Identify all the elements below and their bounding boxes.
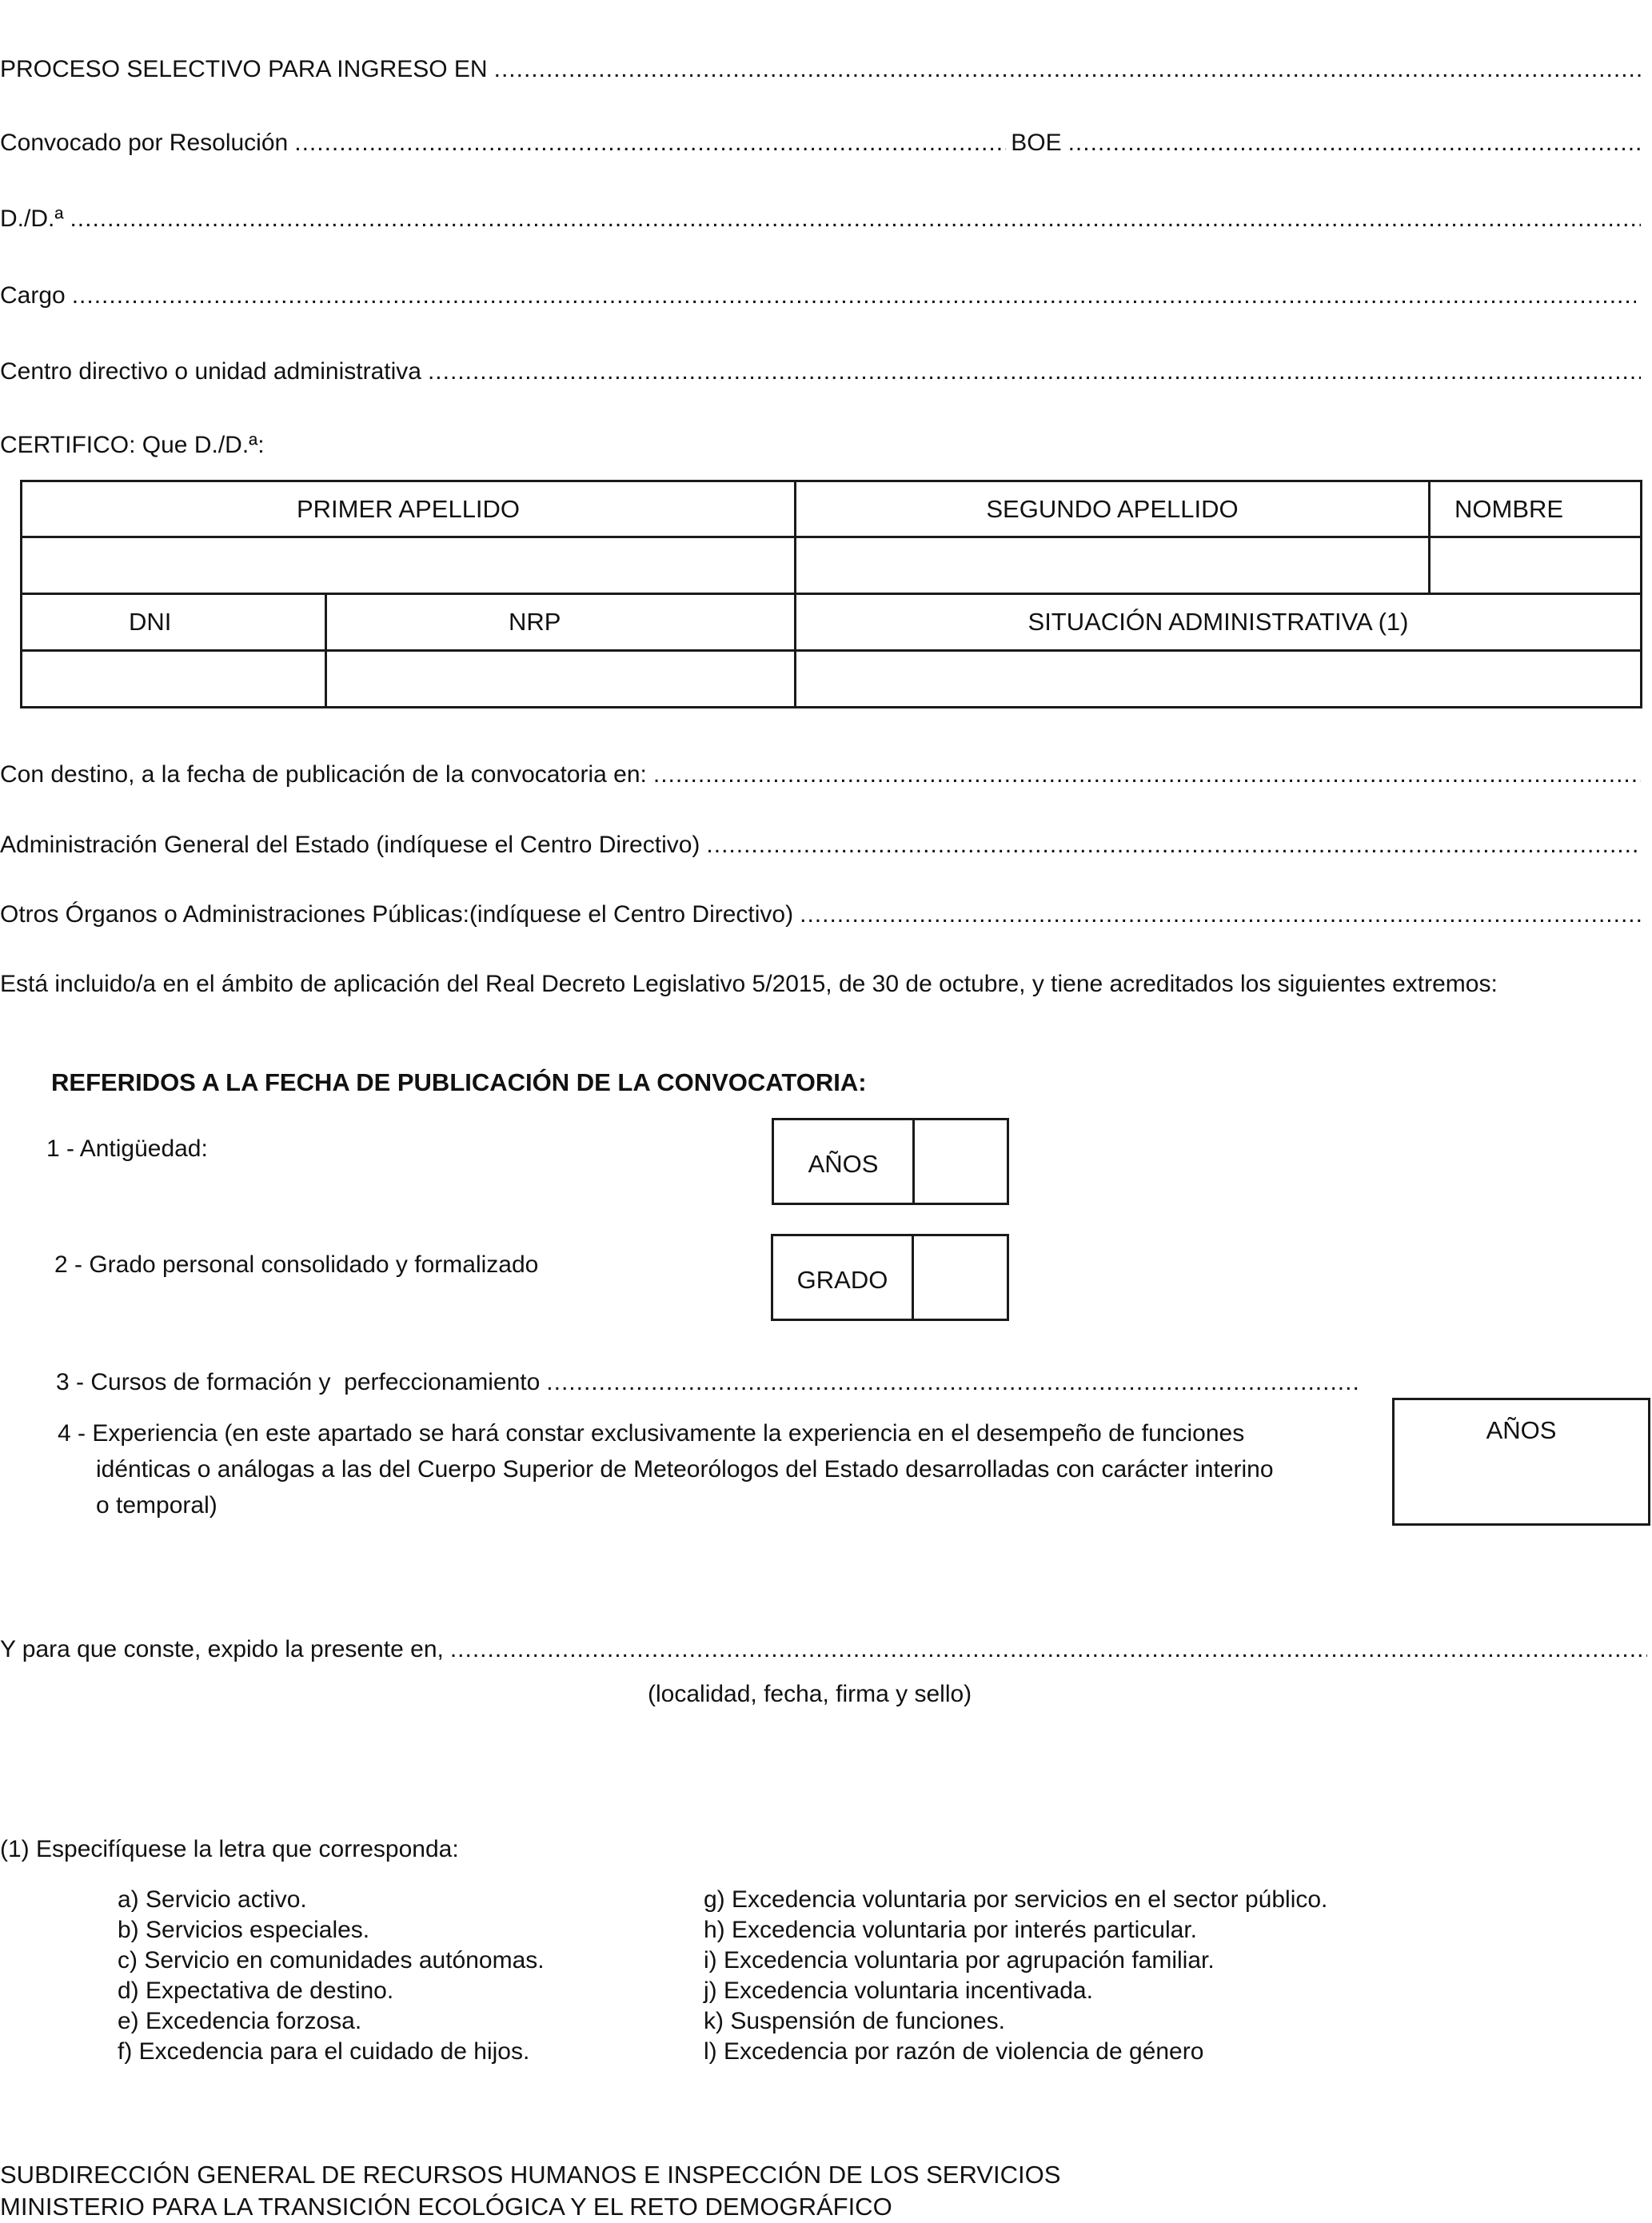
footer xyxy=(0,2159,1060,2223)
header-nombre: NOMBRE xyxy=(1430,481,1642,537)
antiguedad-box-label: AÑOS xyxy=(808,1150,879,1178)
experiencia-box-label: AÑOS xyxy=(1486,1416,1557,1444)
header-dni: DNI xyxy=(22,594,326,651)
footnote-item-e: e) Excedencia forzosa. xyxy=(118,2008,362,2034)
cell-primer-apellido[interactable] xyxy=(22,537,796,594)
footnote-title: (1) Especifíquese la letra que corresponda: xyxy=(0,1836,459,1862)
antiguedad-box xyxy=(772,1118,1009,1205)
footnote-item-a: a) Servicio activo. xyxy=(118,1886,307,1913)
header-segundo-apellido: SEGUNDO APELLIDO xyxy=(796,481,1430,537)
boe-label: BOE xyxy=(1011,130,1062,156)
antiguedad-input[interactable] xyxy=(915,1120,1007,1203)
experiencia-box[interactable] xyxy=(1392,1398,1650,1526)
cursos-line[interactable] xyxy=(56,1369,1359,1396)
dd-label: D./D.ª xyxy=(0,206,64,232)
cargo-label: Cargo xyxy=(0,282,66,309)
resolucion-fill[interactable] xyxy=(294,130,1006,157)
antiguedad-label: 1 - Antigüedad: xyxy=(46,1135,208,1162)
dd-fill[interactable] xyxy=(70,206,1641,233)
experiencia-line-2: idénticas o análogas a las del Cuerpo Superior de Meteorólogos del Estado desarrolladas con carácter interino xyxy=(96,1456,1274,1483)
footer-subdireccion: SUBDIRECCIÓN GENERAL DE RECURSOS HUMANOS E INSPECCIÓN DE LOS SERVICIOS xyxy=(0,2161,1061,2189)
cursos-label: 3 - Cursos de formación y perfeccionamiento xyxy=(56,1369,541,1395)
incluido-text: Está incluido/a en el ámbito de aplicación del Real Decreto Legislativo 5/2015, de 30 de octubre, y tiene acreditados los siguientes extremos: xyxy=(0,971,1498,997)
footnote-item-j: j) Excedencia voluntaria incentivada. xyxy=(704,1978,1093,2004)
conste-label: Y para que conste, expido la presente en, xyxy=(0,1636,444,1662)
footnote-item-b: b) Servicios especiales. xyxy=(118,1917,370,1943)
proceso-line[interactable] xyxy=(0,56,1641,83)
header-nrp: NRP xyxy=(326,594,796,651)
centro-line[interactable] xyxy=(0,358,1641,385)
footnote-item-l: l) Excedencia por razón de violencia de género xyxy=(704,2038,1204,2065)
localidad-caption: (localidad, fecha, firma y sello) xyxy=(648,1681,972,1707)
grado-label: 2 - Grado personal consolidado y formalizado xyxy=(54,1251,539,1278)
centro-fill[interactable] xyxy=(428,358,1641,385)
convocado-line[interactable] xyxy=(0,130,1641,157)
grado-box xyxy=(771,1234,1009,1321)
footnote-list-left xyxy=(118,1885,545,2067)
otros-label: Otros Órganos o Administraciones Públicas:(indíquese el Centro Directivo) xyxy=(0,901,794,928)
otros-line[interactable] xyxy=(0,901,1641,928)
cargo-line[interactable] xyxy=(0,282,1636,309)
footnote-item-c: c) Servicio en comunidades autónomas. xyxy=(118,1947,545,1974)
cell-nombre[interactable] xyxy=(1430,537,1642,594)
cell-segundo-apellido[interactable] xyxy=(796,537,1430,594)
grado-input[interactable] xyxy=(914,1236,1007,1319)
experiencia-text xyxy=(58,1415,1274,1523)
cell-dni[interactable] xyxy=(22,651,326,708)
header-primer-apellido: PRIMER APELLIDO xyxy=(22,481,796,537)
cell-situacion[interactable] xyxy=(796,651,1642,708)
boe-fill[interactable] xyxy=(1068,130,1641,157)
conste-fill[interactable] xyxy=(450,1636,1647,1663)
footnote-item-f: f) Excedencia para el cuidado de hijos. xyxy=(118,2038,530,2065)
con-destino-line[interactable] xyxy=(0,761,1641,788)
footnote-item-k: k) Suspensión de funciones. xyxy=(704,2008,1005,2034)
centro-label: Centro directivo o unidad administrativa xyxy=(0,358,421,385)
footnote-item-h: h) Excedencia voluntaria por interés particular. xyxy=(704,1917,1197,1943)
otros-fill[interactable] xyxy=(800,901,1641,928)
age-fill[interactable] xyxy=(706,832,1641,859)
grado-box-label: GRADO xyxy=(796,1266,888,1294)
cursos-fill[interactable] xyxy=(546,1369,1359,1396)
experiencia-line-3: o temporal) xyxy=(96,1492,217,1519)
cargo-fill[interactable] xyxy=(72,282,1636,309)
age-label: Administración General del Estado (indíquese el Centro Directivo) xyxy=(0,832,700,858)
convocado-label: Convocado por Resolución xyxy=(0,130,289,156)
experiencia-line-1: 4 - Experiencia (en este apartado se hará constar exclusivamente la experiencia en el desempeño de funciones xyxy=(58,1420,1245,1447)
proceso-fill[interactable] xyxy=(494,56,1641,83)
cell-nrp[interactable] xyxy=(326,651,796,708)
proceso-label: PROCESO SELECTIVO PARA INGRESO EN xyxy=(0,56,488,82)
footnote-item-g: g) Excedencia voluntaria por servicios en el sector público. xyxy=(704,1886,1328,1913)
referidos-heading: REFERIDOS A LA FECHA DE PUBLICACIÓN DE LA CONVOCATORIA: xyxy=(51,1068,867,1096)
dd-line[interactable] xyxy=(0,206,1641,233)
conste-line[interactable] xyxy=(0,1636,1647,1663)
footnote-item-i: i) Excedencia voluntaria por agrupación familiar. xyxy=(704,1947,1215,1974)
age-line[interactable] xyxy=(0,832,1641,859)
header-situacion: SITUACIÓN ADMINISTRATIVA (1) xyxy=(796,594,1642,651)
footnote-item-d: d) Expectativa de destino. xyxy=(118,1978,394,2004)
footer-ministerio: MINISTERIO PARA LA TRANSICIÓN ECOLÓGICA Y EL RETO DEMOGRÁFICO xyxy=(0,2193,892,2221)
con-destino-label: Con destino, a la fecha de publicación de la convocatoria en: xyxy=(0,761,647,788)
certifico-text: CERTIFICO: Que D./D.ª: xyxy=(0,432,265,458)
con-destino-fill[interactable] xyxy=(653,761,1641,788)
footnote-list-right xyxy=(704,1885,1327,2067)
datos-personales-table xyxy=(20,480,1642,708)
